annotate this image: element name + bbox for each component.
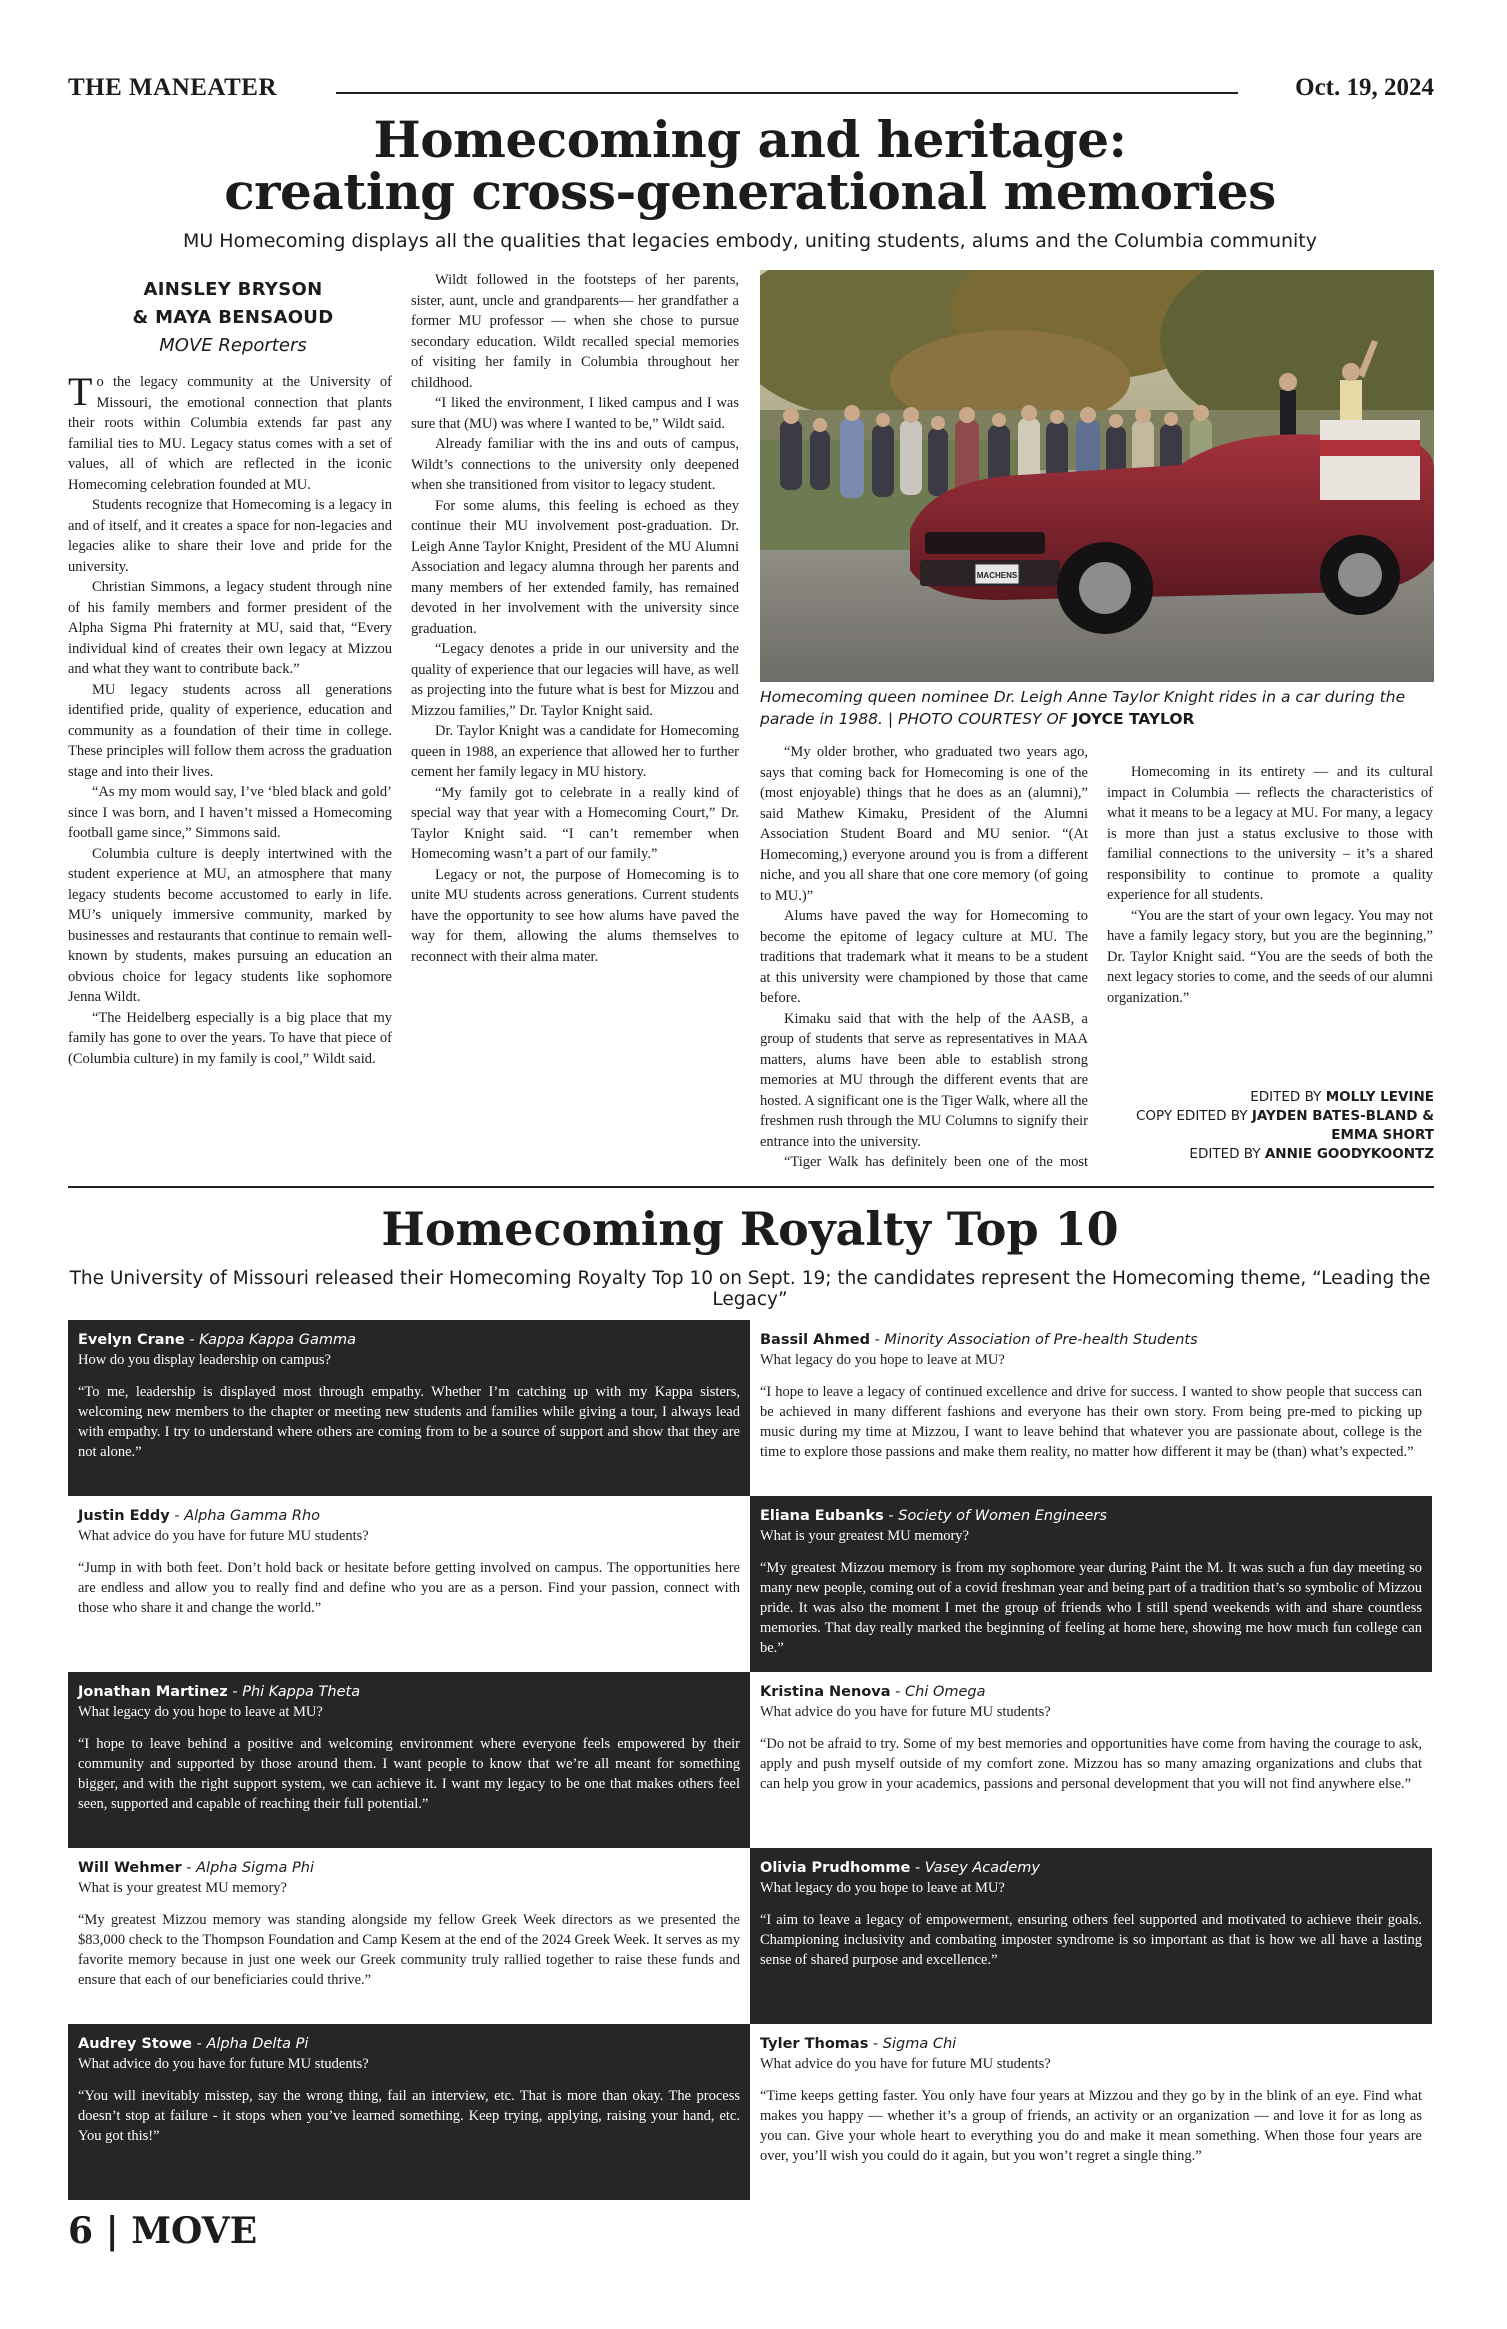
candidate-answer: “Do not be afraid to try. Some of my best memories and opportunities have come from having the courage to ask, apply and push myself outside of my comfort zone. Mizzou has so many amazing organizations and clubs that can help you grow in your academics, passions and personal development that you will not find anywhere else.” <box>760 1736 1422 1792</box>
candidate-answer: “I hope to leave a legacy of continued excellence and drive for success. I wanted to show people that success can be achieved in many different fashions and everyone has their own story. From being pre-med to picking up music during my time at Mizzou, I want to leave behind that whatever you are passionate about, college is the time to explore those passions and make them reality, no matter how different it may be (than) what’s expected.” <box>760 1384 1422 1460</box>
candidate-name: Evelyn Crane <box>78 1332 185 1348</box>
headline-line-2: creating cross-generational memories <box>224 162 1276 221</box>
candidate-question: What legacy do you hope to leave at MU? <box>760 1880 1005 1896</box>
candidate-question: What legacy do you hope to leave at MU? <box>760 1352 1005 1368</box>
candidate-org: Alpha Delta Pi <box>206 2036 309 2052</box>
candidate-org: Alpha Gamma Rho <box>184 1508 321 1524</box>
candidate-card: Justin Eddy - Alpha Gamma Rho What advice do you have for future MU students? “Jump in with both feet. Don’t hold back or hesitate before getting involved on campus. The opportunities here are endless and allow you to really find and define who you are as a person. Find your passion, connect with those who share it and change the world.” <box>68 1496 750 1672</box>
candidate-answer: “My greatest Mizzou memory was standing alongside my fellow Greek Week directors as we presented the $83,000 check to the Thompson Foundation and Camp Kesem at the end of the 2024 Greek Week. It serves as my favorite memory because in just one week our Greek community truly rallied together to raise these funds and ensure that each of our beneficiaries could thrive.” <box>78 1912 740 1988</box>
candidate-name: Justin Eddy <box>78 1508 170 1524</box>
candidate-org: Alpha Sigma Phi <box>196 1860 314 1876</box>
article-deck: MU Homecoming displays all the qualities that legacies embody, uniting students, alums and the Columbia community <box>182 230 1318 252</box>
candidate-answer: “I hope to leave behind a positive and welcoming environment where everyone feels empowered by their community and supported by those around them. I want people to know that we’re all meant for something bigger, and with the right support system, we can achieve it. I want my legacy to be one that makes others feel seen, supported and capable of reaching their full potential.” <box>78 1736 740 1812</box>
candidate-card: Audrey Stowe - Alpha Delta Pi What advice do you have for future MU students? “You will inevitably misstep, say the wrong thing, fail an interview, etc. That is more than okay. The process doesn’t stop at failure - it stops when you’ve learned something. Keep trying, applying, raising your hand, etc. You got this!” <box>68 2024 750 2200</box>
paragraph: To the legacy community at the University of Missouri, the emotional connection that plants their roots within Columbia extends far past any familial ties to MU. Legacy status comes with a set of values, all of which are reflected in the iconic Homecoming celebration founded at MU. <box>68 372 392 493</box>
candidate-answer: “You will inevitably misstep, say the wrong thing, fail an interview, etc. That is more than okay. The process doesn’t stop at failure - it stops when you’ve learned something. Keep trying, applying, raising your hand, etc. You got this!” <box>78 2088 740 2144</box>
candidate-org: Kappa Kappa Gamma <box>199 1332 356 1348</box>
paragraph: “My family got to celebrate in a really kind of special way that year with a Homecoming Court,” Dr. Taylor Knight said. “I can’t remember when Homecoming wasn’t a part of our family.” <box>411 784 739 862</box>
byline <box>68 276 398 360</box>
candidate-card: Jonathan Martinez - Phi Kappa Theta What legacy do you hope to leave at MU? “I hope to leave behind a positive and welcoming environment where everyone feels empowered by their community and supported by those around them. I want people to know that we’re all meant for something bigger, and with the right support system, we can achieve it. I want my legacy to be one that makes others feel seen, supported and capable of reaching their full potential.” <box>68 1672 750 1848</box>
paragraph: “My older brother, who graduated two years ago, says that coming back for Homecoming is one of the (most enjoyable) things that he does as an (alumni),” said Mathew Kimaku, President of the Alumni Association Student Board and MU senior. “(At Homecoming,) everyone around you is from a different niche, and you all share that one core memory (of going to MU.)” <box>760 744 1088 904</box>
candidate-org: Society of Women Engineers <box>898 1508 1107 1524</box>
headline-line-1: Homecoming and heritage: <box>373 110 1127 169</box>
candidate-question: What advice do you have for future MU students? <box>78 1528 369 1544</box>
issue-date: Oct. 19, 2024 <box>1295 74 1434 101</box>
paragraph: Columbia culture is deeply intertwined with the student experience at MU, an atmosphere that many legacy students become accustomed to early in life. MU’s uniquely immersive community, marked by businesses and restaurants that continue to remain well-known by students, makes pursuing an education an obvious choice for legacy students like sophomore Jenna Wildt. <box>68 845 392 1005</box>
candidate-answer: “Jump in with both feet. Don’t hold back or hesitate before getting involved on campus. The opportunities here are endless and allow you to really find and define who you are as a person. Find your passion, connect with those who share it and change the world.” <box>78 1560 740 1616</box>
candidate-name: Jonathan Martinez <box>78 1684 228 1700</box>
candidate-answer: “I aim to leave a legacy of empowerment, ensuring others feel supported and motivated to achieve their goals. Championing inclusivity and combating imposter syndrome is so important as that is how we all have a lasting sense of shared purpose and excellence.” <box>760 1912 1422 1968</box>
paragraph: Kimaku said that with the help of the AASB, a group of students that serve as representatives in MAA matters, alums have been able to establish strong memories at MU through the different events that are hosted. A significant one is the Tiger Walk, where all the freshmen rush through the MU Columns to signify their entrance into the university. <box>760 1010 1088 1150</box>
license-plate: MACHENS <box>976 571 1018 580</box>
candidate-answer: “Time keeps getting faster. You only have four years at Mizzou and they go by in the blink of an eye. Find what makes you happy — whether it’s a group of friends, an activity or an organization — and love it for as long as you can. Give your whole heart to everything you do and make it mean something. When those four years are over, you’ll wish you could do it again, but you won’t regret a single thing.” <box>760 2088 1422 2164</box>
paragraph: Wildt followed in the footsteps of her parents, sister, aunt, uncle and grandparents— her grandfather a former MU professor — when she chose to pursue secondary education. Wildt recalled special memories of visiting her family in Columbia throughout her childhood. <box>411 272 739 391</box>
candidate-question: What is your greatest MU memory? <box>760 1528 969 1544</box>
paragraph: Already familiar with the ins and outs of campus, Wildt’s connections to the university only deepened when she transitioned from visitor to legacy student. <box>411 436 739 493</box>
paragraph: Dr. Taylor Knight was a candidate for Homecoming queen in 1988, an experience that allowed her to further cement her family legacy in MU history. <box>411 723 739 780</box>
paragraph: For some alums, this feeling is echoed as they continue their MU involvement post-graduation. Dr. Leigh Anne Taylor Knight, President of the MU Alumni Association and legacy alumna through her parents and many members of her extended family, has remained devoted in her involvement with the university since graduation. <box>411 497 739 637</box>
paragraph: Alums have paved the way for Homecoming to become the epitome of legacy culture at MU. The traditions that trademark what it means to be a student at this university were championed by those that came before. <box>760 908 1088 1006</box>
candidate-question: What advice do you have for future MU students? <box>760 2056 1051 2072</box>
masthead-rule <box>336 92 1238 94</box>
candidate-org: Minority Association of Pre-health Students <box>884 1332 1198 1348</box>
candidate-org: Sigma Chi <box>882 2036 957 2052</box>
candidate-question: What advice do you have for future MU students? <box>78 2056 369 2072</box>
photo-caption: Homecoming queen nominee Dr. Leigh Anne Taylor Knight rides in a car during the parade in 1988. | PHOTO COURTESY OF JOYCE TAYLOR <box>760 688 1406 728</box>
candidate-org: Vasey Academy <box>924 1860 1040 1876</box>
paragraph: “Tiger Walk has definitely been one of the most <box>784 1154 1088 1170</box>
masthead <box>68 74 1434 108</box>
paragraph: Homecoming in its entirety — and its cultural impact in Columbia — reflects the characteristics of what it means to be a legacy at MU. For many, a legacy is more than just a status exclusive to those with familial connections to the university – it’s a shared responsibility to continue to promote a quality experience for all students. <box>1107 764 1433 903</box>
publication-name: THE MANEATER <box>68 74 278 101</box>
author-2: & MAYA BENSAOUD <box>132 307 334 328</box>
drop-cap: T <box>68 372 93 414</box>
candidate-name: Bassil Ahmed <box>760 1332 870 1348</box>
paragraph: “The Heidelberg especially is a big place that my family has gone to over the years. To have that piece of (Columbia culture) in my family is cool,” Wildt said. <box>68 1009 392 1067</box>
article-column-1 <box>68 372 392 1172</box>
photo-credit: JOYCE TAYLOR <box>1072 710 1195 728</box>
candidate-card: Eliana Eubanks - Society of Women Engineers What is your greatest MU memory? “My greatest Mizzou memory is from my sophomore year during Paint the M. It was such a fun day meeting so many new people, coming out of a covid freshman year and being part of a tradition that’s so symbolic of Mizzou pride. It was also the moment I met the group of friends who I still spend weekends with and share countless memories. That day really marked the beginning of feeling at home here, showing me how much fun college can be.” <box>750 1496 1432 1672</box>
candidate-name: Tyler Thomas <box>760 2036 869 2052</box>
paragraph: Christian Simmons, a legacy student through nine of his family members and former president of the Alpha Sigma Phi fraternity at MU, said that, “Every individual kind of creates their own legacy at Mizzou and what they want to contribute back.” <box>68 579 392 677</box>
article-column-3 <box>760 742 1088 1172</box>
candidate-card: Evelyn Crane - Kappa Kappa Gamma How do you display leadership on campus? “To me, leadership is displayed most through empathy. Whether I’m catching up with my Kappa sisters, welcoming new members to the chapter or meeting new students and families while giving a tour, I always lead with empathy. I try to understand where others are coming from to be a source of support and show that they are not alone.” <box>68 1320 750 1496</box>
article-column-2 <box>411 270 739 1170</box>
royalty-deck: The University of Missouri released their Homecoming Royalty Top 10 on Sept. 19; the candidates represent the Homecoming theme, “Leading the Legacy” <box>69 1268 1431 1310</box>
candidate-name: Eliana Eubanks <box>760 1508 884 1524</box>
candidate-question: How do you display leadership on campus? <box>78 1352 331 1368</box>
candidate-org: Phi Kappa Theta <box>242 1684 361 1700</box>
paragraph: MU legacy students across all generations identified pride, quality of experience, education and community as a foundation of their time in college. These principles will follow them across the graduation stage and into their lives. <box>68 681 392 780</box>
section-divider <box>68 1186 1434 1188</box>
candidate-question: What legacy do you hope to leave at MU? <box>78 1704 323 1720</box>
paragraph: “Legacy denotes a pride in our university and the quality of experience that our legacies will have, as well as projecting into the future what is best for Mizzou and Mizzou families,” Dr. Taylor Knight said. <box>411 641 739 719</box>
article-column-4 <box>1107 762 1433 1022</box>
paragraph: “As my mom would say, I’ve ‘bled black and gold’ since I was born, and I haven’t missed a Homecoming football game since,” Simmons said. <box>68 784 392 841</box>
page-footer: 6 | MOVE <box>68 2210 258 2252</box>
editor-credits: EDITED BY MOLLY LEVINE COPY EDITED BY JAYDEN BATES-BLAND & EMMA SHORT EDITED BY ANNIE GOODYKOONTZ <box>1135 1089 1434 1162</box>
author-role: MOVE Reporters <box>159 335 307 356</box>
candidate-question: What is your greatest MU memory? <box>78 1880 287 1896</box>
paragraph: “I liked the environment, I liked campus and I was sure that (MU) was where I wanted to be,” Wildt said. <box>411 395 739 432</box>
article-headline <box>100 110 1400 221</box>
candidate-answer: “My greatest Mizzou memory is from my sophomore year during Paint the M. It was such a fun day meeting so many new people, coming out of a covid freshman year and being part of a tradition that’s so symbolic of Mizzou pride. It was also the moment I met the group of friends who I still spend weekends with and share countless memories. That day really marked the beginning of feeling at home here, showing me how much fun college can be.” <box>760 1560 1422 1656</box>
author-1: AINSLEY BRYSON <box>143 279 323 300</box>
candidate-answer: “To me, leadership is displayed most through empathy. Whether I’m catching up with my Kappa sisters, welcoming new members to the chapter or meeting new students and families while giving a tour, I always lead with empathy. I try to understand where others are coming from to be a source of support and show that they are not alone.” <box>78 1384 740 1460</box>
royalty-title: Homecoming Royalty Top 10 <box>381 1202 1119 1256</box>
candidate-card: Will Wehmer - Alpha Sigma Phi What is your greatest MU memory? “My greatest Mizzou memory was standing alongside my fellow Greek Week directors as we presented the $83,000 check to the Thompson Foundation and Camp Kesem at the end of the 2024 Greek Week. It serves as my favorite memory because in just one week our Greek community truly rallied together to raise these funds and ensure that each of our beneficiaries could thrive.” <box>68 1848 750 2024</box>
candidate-card: Bassil Ahmed - Minority Association of Pre-health Students What legacy do you hope to leave at MU? “I hope to leave a legacy of continued excellence and drive for success. I wanted to show people that success can be achieved in many different fashions and everyone has their own story. From being pre-med to picking up music during my time at Mizzou, I want to leave behind that whatever you are passionate about, college is the time to explore those passions and make them reality, no matter how different it may be (than) what’s expected.” <box>750 1320 1432 1496</box>
candidate-org: Chi Omega <box>905 1684 986 1700</box>
candidate-card: Kristina Nenova - Chi Omega What advice do you have for future MU students? “Do not be afraid to try. Some of my best memories and opportunities have come from having the courage to ask, apply and push myself outside of my comfort zone. Mizzou has so many amazing organizations and clubs that can help you grow in your academics, passions and personal development that you will not find anywhere else.” <box>750 1672 1432 1848</box>
candidate-card: Tyler Thomas - Sigma Chi What advice do you have for future MU students? “Time keeps getting faster. You only have four years at Mizzou and they go by in the blink of an eye. Find what makes you happy — whether it’s a group of friends, an activity or an organization — and love it for as long as you can. Give your whole heart to everything you do and make it mean something. When those four years are over, you’ll wish you could do it again, but you won’t regret a single thing.” <box>750 2024 1432 2200</box>
candidate-card: Olivia Prudhomme - Vasey Academy What legacy do you hope to leave at MU? “I aim to leave a legacy of empowerment, ensuring others feel supported and motivated to achieve their goals. Championing inclusivity and combating imposter syndrome is so important as that is how we all have a lasting sense of shared purpose and excellence.” <box>750 1848 1432 2024</box>
candidate-name: Olivia Prudhomme <box>760 1860 911 1876</box>
candidate-name: Audrey Stowe <box>78 2036 192 2052</box>
parade-photo-illustration <box>760 270 1434 682</box>
candidate-name: Will Wehmer <box>78 1860 182 1876</box>
paragraph: “You are the start of your own legacy. You may not have a family legacy story, but you are the beginning,” Dr. Taylor Knight said. “You are the seeds of both the next legacy stories to come, and the seeds of our alumni organization.” <box>1107 907 1433 1006</box>
candidate-name: Kristina Nenova <box>760 1684 891 1700</box>
royalty-grid <box>68 1320 1432 2199</box>
candidate-question: What advice do you have for future MU students? <box>760 1704 1051 1720</box>
paragraph: Students recognize that Homecoming is a legacy in and of itself, and it creates a space for non-legacies and legacies alike to share their love and pride for the university. <box>68 497 392 575</box>
parade-photo <box>760 270 1434 682</box>
paragraph: Legacy or not, the purpose of Homecoming is to unite MU students across generations. Current students have the opportunity to see how alums have paved the way for them, allowing the alums themselves to reconnect with their alma mater. <box>411 866 739 965</box>
